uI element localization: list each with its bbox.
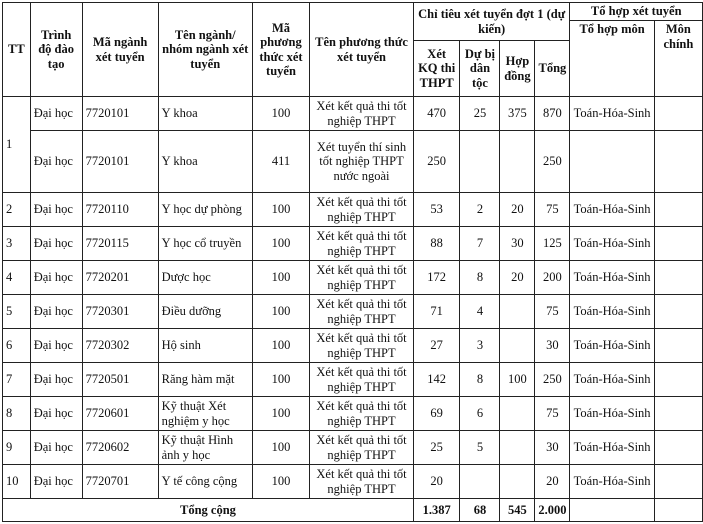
row-method-code: 100: [252, 227, 309, 261]
row-major: Kỹ thuật Hình ảnh y học: [158, 431, 252, 465]
row-subject-combination: Toán-Hóa-Sinh: [570, 227, 654, 261]
row-method: Xét kết quả thi tốt nghiệp THPT: [310, 227, 414, 261]
row-exam-result: 172: [413, 261, 460, 295]
row-code: 7720601: [82, 397, 158, 431]
row-exam-result: 250: [413, 131, 460, 193]
header-quota-group: Chỉ tiêu xét tuyển đợt 1 (dự kiến): [413, 3, 570, 41]
row-contract: 30: [500, 227, 535, 261]
row-total: 870: [535, 97, 570, 131]
row-major: Răng hàm mặt: [158, 363, 252, 397]
table-row: [3, 329, 703, 363]
header-major-name: Tên ngành/ nhóm ngành xét tuyển: [158, 3, 252, 97]
row-ethnic-prep: [460, 131, 500, 193]
row-method: Xét kết quả thi tốt nghiệp THPT: [310, 431, 414, 465]
row-major: Y học cổ truyền: [158, 227, 252, 261]
row-tt: 10: [3, 465, 31, 499]
row-code: 7720301: [82, 295, 158, 329]
row-level: Đại học: [30, 363, 82, 397]
row-tt: 8: [3, 397, 31, 431]
row-code: 7720101: [82, 131, 158, 193]
row-tt: 9: [3, 431, 31, 465]
row-level: Đại học: [30, 261, 82, 295]
row-main-subject: [654, 431, 702, 465]
row-level: Đại học: [30, 97, 82, 131]
row-major: Y tế công cộng: [158, 465, 252, 499]
row-ethnic-prep: [460, 465, 500, 499]
row-method: Xét kết quả thi tốt nghiệp THPT: [310, 329, 414, 363]
row-total: 30: [535, 431, 570, 465]
row-code: 7720115: [82, 227, 158, 261]
row-tt: 1: [3, 97, 31, 193]
table-row: [3, 131, 703, 193]
total-row: [3, 499, 703, 522]
row-total: 200: [535, 261, 570, 295]
row-ethnic-prep: 2: [460, 193, 500, 227]
table-row: [3, 97, 703, 131]
row-ethnic-prep: 3: [460, 329, 500, 363]
row-code: 7720302: [82, 329, 158, 363]
row-code: 7720110: [82, 193, 158, 227]
row-level: Đại học: [30, 465, 82, 499]
row-method: Xét kết quả thi tốt nghiệp THPT: [310, 295, 414, 329]
row-exam-result: 53: [413, 193, 460, 227]
row-method: Xét kết quả thi tốt nghiệp THPT: [310, 363, 414, 397]
row-contract: 100: [500, 363, 535, 397]
row-exam-result: 25: [413, 431, 460, 465]
row-main-subject: [654, 97, 702, 131]
header-ethnic-prep: Dự bị dân tộc: [460, 41, 500, 97]
row-level: Đại học: [30, 397, 82, 431]
row-exam-result: 20: [413, 465, 460, 499]
row-code: 7720201: [82, 261, 158, 295]
row-subject-combination: Toán-Hóa-Sinh: [570, 431, 654, 465]
row-method-code: 100: [252, 363, 309, 397]
row-subject-combination: Toán-Hóa-Sinh: [570, 97, 654, 131]
table-row: [3, 295, 703, 329]
row-level: Đại học: [30, 431, 82, 465]
header-major-code: Mã ngành xét tuyển: [82, 3, 158, 97]
row-major: Dược học: [158, 261, 252, 295]
row-method-code: 411: [252, 131, 309, 193]
row-code: 7720701: [82, 465, 158, 499]
header-exam-result: Xét KQ thi THPT: [413, 41, 460, 97]
row-ethnic-prep: 25: [460, 97, 500, 131]
row-method-code: 100: [252, 397, 309, 431]
header-total: Tổng: [535, 41, 570, 97]
row-total: 250: [535, 363, 570, 397]
row-major: Điều dưỡng: [158, 295, 252, 329]
row-main-subject: [654, 329, 702, 363]
row-exam-result: 69: [413, 397, 460, 431]
row-method: Xét tuyển thí sinh tốt nghiệp THPT nước ngoài: [310, 131, 414, 193]
row-subject-combination: Toán-Hóa-Sinh: [570, 193, 654, 227]
table-row: [3, 261, 703, 295]
row-tt: 2: [3, 193, 31, 227]
header-method-code: Mã phương thức xét tuyển: [252, 3, 309, 97]
row-level: Đại học: [30, 329, 82, 363]
row-total: 75: [535, 397, 570, 431]
row-contract: 375: [500, 97, 535, 131]
row-method-code: 100: [252, 329, 309, 363]
row-major: Y học dự phòng: [158, 193, 252, 227]
total-empty-main: [654, 499, 702, 522]
total-label: Tổng cộng: [3, 499, 414, 522]
row-method: Xét kết quả thi tốt nghiệp THPT: [310, 465, 414, 499]
row-total: 75: [535, 193, 570, 227]
row-contract: 20: [500, 193, 535, 227]
row-exam-result: 71: [413, 295, 460, 329]
row-major: Y khoa: [158, 131, 252, 193]
row-subject-combination: [570, 131, 654, 193]
row-contract: [500, 295, 535, 329]
row-total: 20: [535, 465, 570, 499]
row-method-code: 100: [252, 431, 309, 465]
row-level: Đại học: [30, 131, 82, 193]
row-tt: 6: [3, 329, 31, 363]
row-contract: [500, 329, 535, 363]
row-ethnic-prep: 8: [460, 363, 500, 397]
row-subject-combination: Toán-Hóa-Sinh: [570, 261, 654, 295]
row-method-code: 100: [252, 261, 309, 295]
row-level: Đại học: [30, 193, 82, 227]
row-code: 7720602: [82, 431, 158, 465]
row-total: 75: [535, 295, 570, 329]
row-ethnic-prep: 5: [460, 431, 500, 465]
row-major: Kỹ thuật Xét nghiệm y học: [158, 397, 252, 431]
row-level: Đại học: [30, 227, 82, 261]
row-subject-combination: Toán-Hóa-Sinh: [570, 363, 654, 397]
row-main-subject: [654, 363, 702, 397]
row-method: Xét kết quả thi tốt nghiệp THPT: [310, 261, 414, 295]
row-main-subject: [654, 397, 702, 431]
row-contract: 20: [500, 261, 535, 295]
row-method: Xét kết quả thi tốt nghiệp THPT: [310, 397, 414, 431]
row-method: Xét kết quả thi tốt nghiệp THPT: [310, 97, 414, 131]
header-subject-combination: Tổ hợp môn: [570, 21, 654, 97]
row-total: 125: [535, 227, 570, 261]
table-row: [3, 227, 703, 261]
row-subject-combination: Toán-Hóa-Sinh: [570, 465, 654, 499]
row-subject-combination: Toán-Hóa-Sinh: [570, 397, 654, 431]
table-row: [3, 193, 703, 227]
total-ethnic-prep: 68: [460, 499, 500, 522]
table-row: [3, 431, 703, 465]
table-row: [3, 465, 703, 499]
row-total: 250: [535, 131, 570, 193]
header-contract: Hợp đồng: [500, 41, 535, 97]
row-main-subject: [654, 227, 702, 261]
row-major: Y khoa: [158, 97, 252, 131]
row-method-code: 100: [252, 97, 309, 131]
row-method: Xét kết quả thi tốt nghiệp THPT: [310, 193, 414, 227]
row-tt: 3: [3, 227, 31, 261]
row-ethnic-prep: 7: [460, 227, 500, 261]
row-ethnic-prep: 4: [460, 295, 500, 329]
row-main-subject: [654, 193, 702, 227]
row-subject-combination: Toán-Hóa-Sinh: [570, 329, 654, 363]
row-tt: 4: [3, 261, 31, 295]
total-contract: 545: [500, 499, 535, 522]
row-exam-result: 27: [413, 329, 460, 363]
row-contract: [500, 465, 535, 499]
header-subject-combination-group: Tổ hợp xét tuyển: [570, 3, 703, 21]
row-main-subject: [654, 131, 702, 193]
row-ethnic-prep: 8: [460, 261, 500, 295]
row-main-subject: [654, 261, 702, 295]
row-exam-result: 470: [413, 97, 460, 131]
total-total: 2.000: [535, 499, 570, 522]
row-level: Đại học: [30, 295, 82, 329]
row-method-code: 100: [252, 193, 309, 227]
row-code: 7720101: [82, 97, 158, 131]
row-tt: 7: [3, 363, 31, 397]
row-main-subject: [654, 295, 702, 329]
row-total: 30: [535, 329, 570, 363]
header-training-level: Trình độ đào tạo: [30, 3, 82, 97]
row-major: Hộ sinh: [158, 329, 252, 363]
row-tt: 5: [3, 295, 31, 329]
row-exam-result: 88: [413, 227, 460, 261]
table-row: [3, 397, 703, 431]
total-empty-combination: [570, 499, 654, 522]
row-contract: [500, 431, 535, 465]
row-code: 7720501: [82, 363, 158, 397]
total-exam-result: 1.387: [413, 499, 460, 522]
admission-quota-table: [2, 2, 703, 522]
row-contract: [500, 397, 535, 431]
row-method-code: 100: [252, 465, 309, 499]
header-main-subject: Môn chính: [654, 21, 702, 97]
header-method-name: Tên phương thức xét tuyển: [310, 3, 414, 97]
row-exam-result: 142: [413, 363, 460, 397]
row-contract: [500, 131, 535, 193]
table-row: [3, 363, 703, 397]
header-tt: TT: [3, 3, 31, 97]
row-main-subject: [654, 465, 702, 499]
row-method-code: 100: [252, 295, 309, 329]
row-subject-combination: Toán-Hóa-Sinh: [570, 295, 654, 329]
row-ethnic-prep: 6: [460, 397, 500, 431]
